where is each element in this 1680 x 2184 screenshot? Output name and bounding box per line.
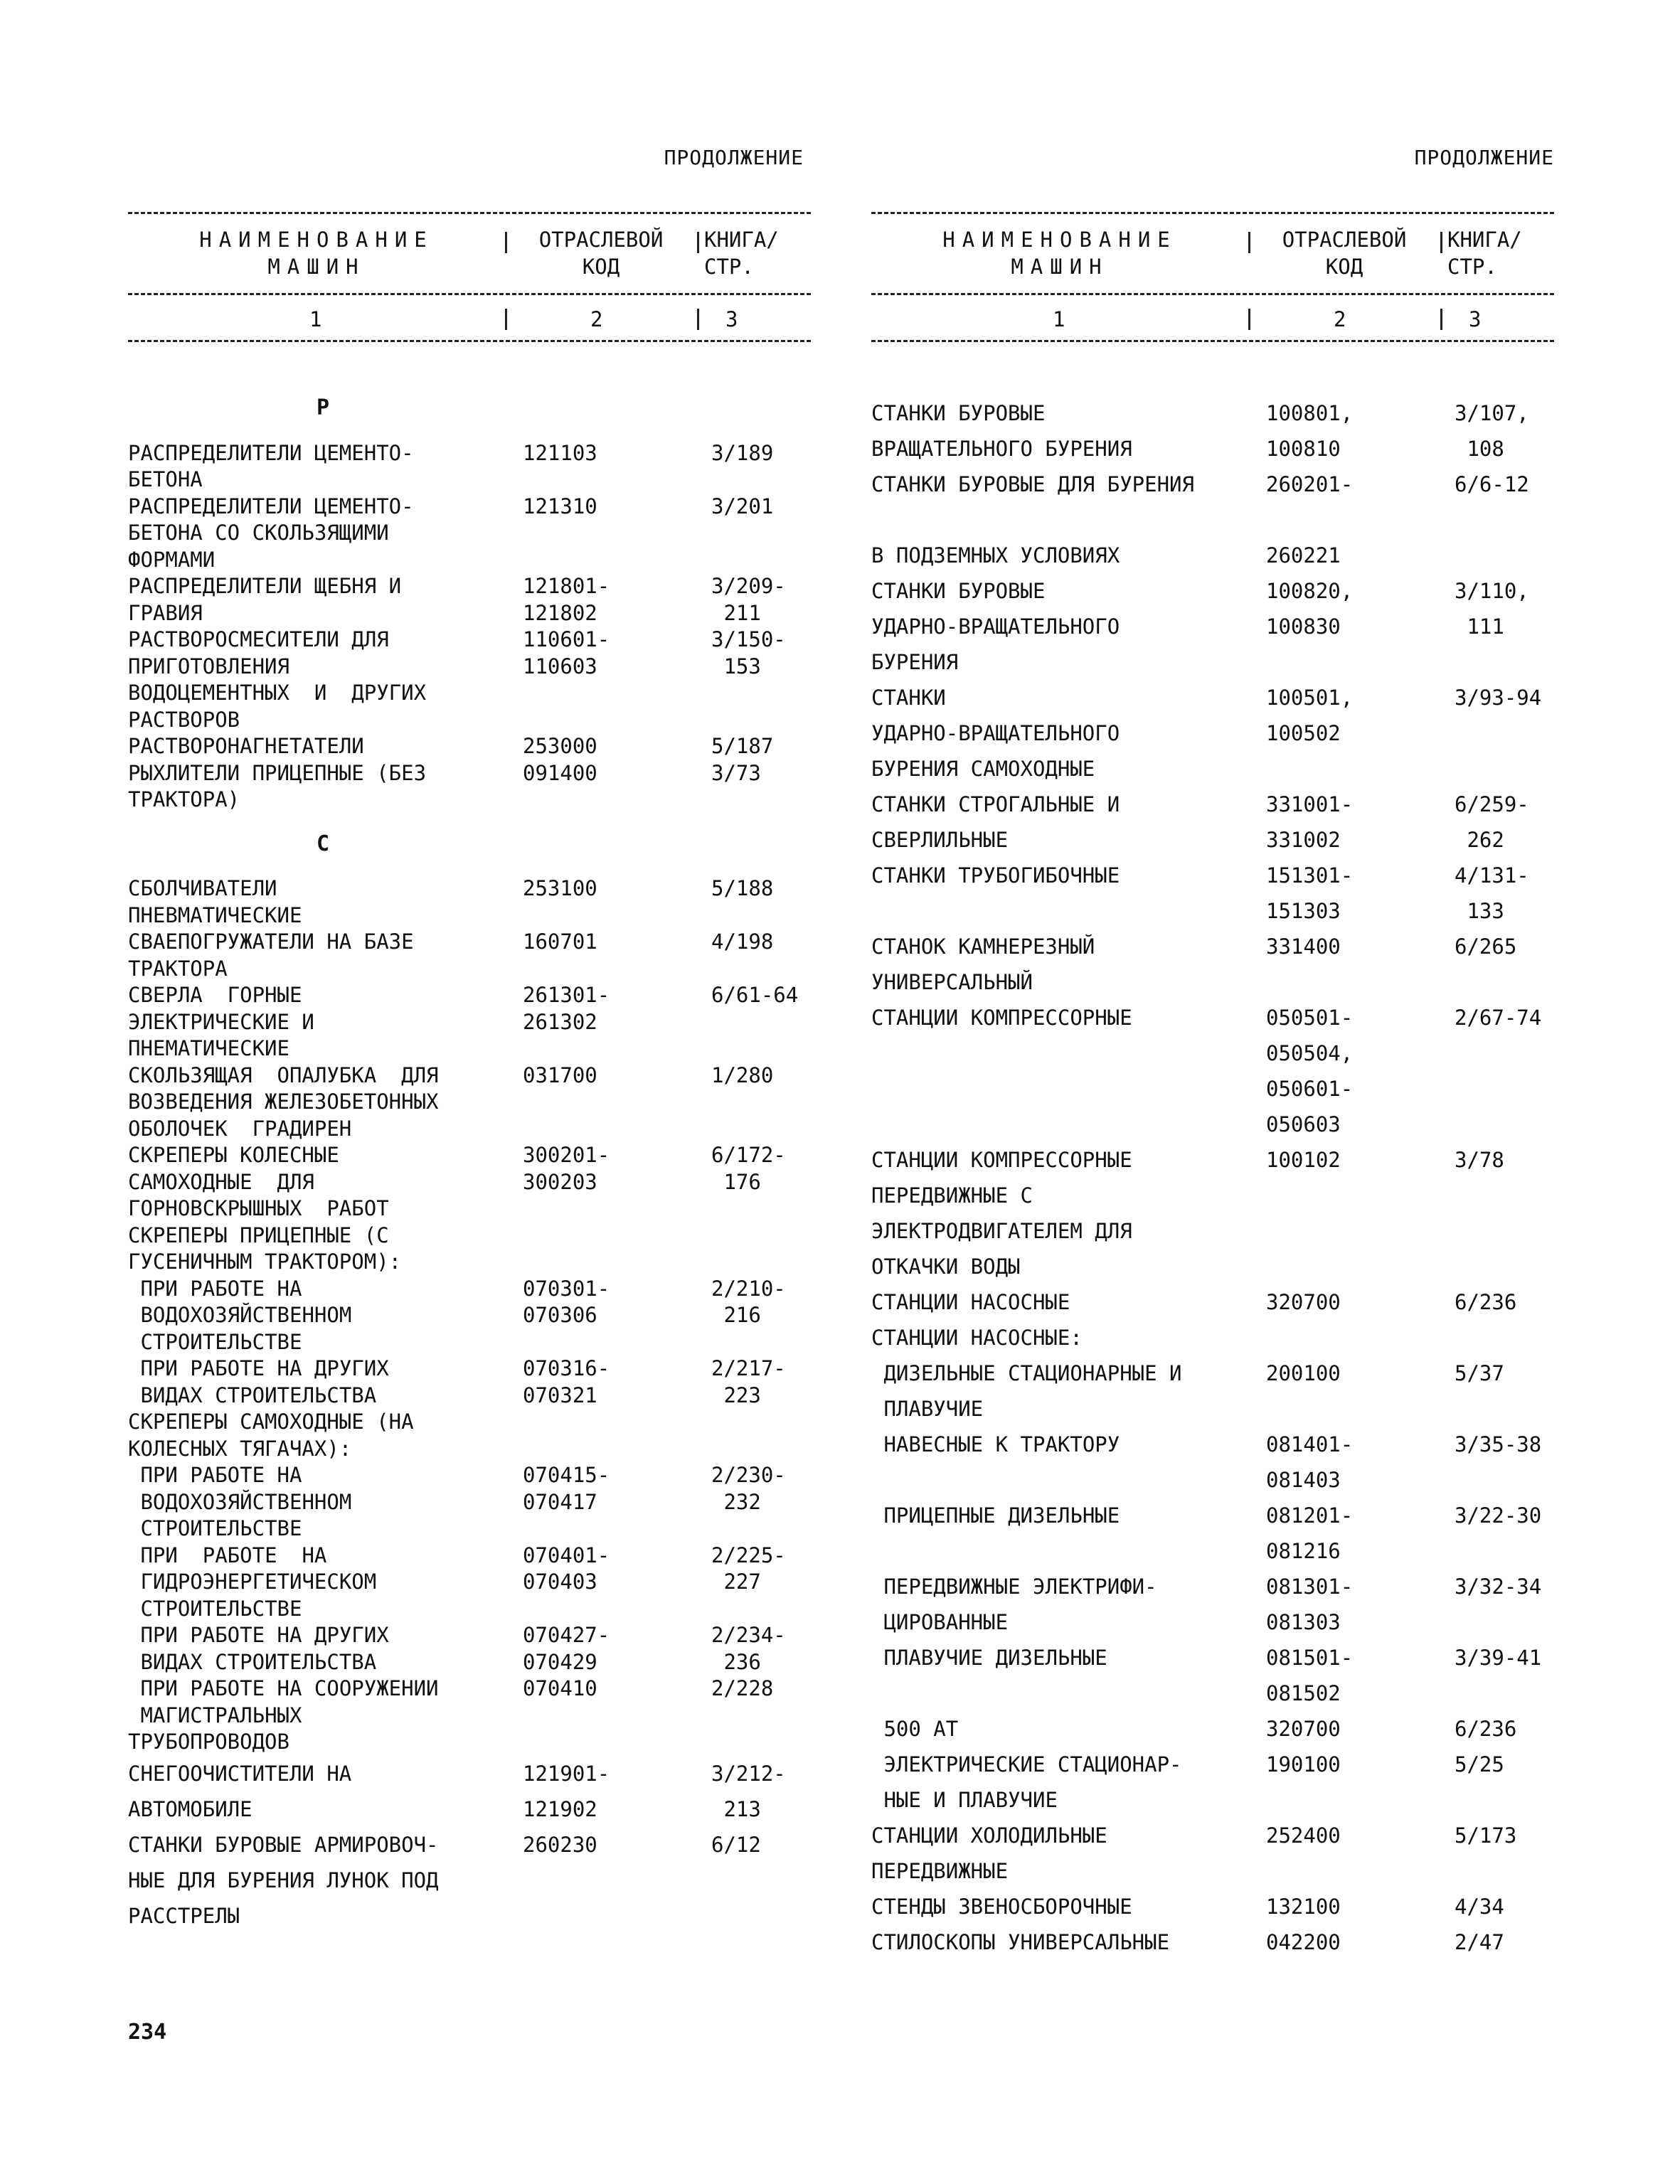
header-book [1440, 226, 1554, 280]
industry-code: 260201- 260221 [1266, 472, 1354, 568]
table-row [871, 1320, 1554, 1355]
table-row [128, 733, 811, 760]
book-page: 6/12 [711, 1832, 761, 1857]
industry-code: 070427- 070429 [523, 1623, 610, 1674]
industry-code: 121103 [523, 440, 597, 465]
machine-name: СКРЕПЕРЫ САМОХОДНЫЕ (НА КОЛЕСНЫХ ТЯГАЧАХ): [128, 1410, 414, 1461]
column-number-1: 1 [1053, 307, 1065, 331]
industry-code: 100801, 100810 [1266, 401, 1354, 461]
table-row [871, 395, 1554, 467]
book-page: 3/150- 153 [711, 627, 786, 678]
book-page: 3/110, 111 [1455, 579, 1529, 639]
machine-name: ЭЛЕКТРИЧЕСКИЕ СТАЦИОНАР- НЫЕ И ПЛАВУЧИЕ [883, 1752, 1182, 1812]
industry-code: 121801- 121802 [523, 574, 610, 625]
book-page: 3/35-38 [1455, 1432, 1542, 1456]
industry-code: 121310 [523, 494, 597, 518]
table-row [871, 1427, 1554, 1498]
table-top-rule [128, 212, 811, 214]
header-book-line2: СТР. [704, 255, 754, 279]
book-page: 2/230- 232 [711, 1463, 786, 1514]
machine-name: СТАНКИ БУРОВЫЕ ДЛЯ БУРЕНИЯ В ПОДЗЕМНЫХ УСЛОВИЯХ [871, 472, 1194, 568]
industry-code: 100501, 100502 [1266, 686, 1354, 745]
machine-name: СТАНКИ БУРОВЫЕ УДАРНО-ВРАЩАТЕЛЬНОГО БУРЕНИЯ [871, 579, 1120, 674]
table-row [128, 1276, 811, 1356]
machine-name: ПЛАВУЧИЕ ДИЗЕЛЬНЫЕ [871, 1646, 1107, 1670]
table-row [128, 440, 811, 494]
machine-name: СКРЕПЕРЫ ПРИЦЕПНЫЕ (С ГУСЕНИЧНЫМ ТРАКТОРОМ): [128, 1222, 402, 1274]
table-row [128, 1462, 811, 1543]
machine-name: РАСТВОРОСМЕСИТЕЛИ ДЛЯ ПРИГОТОВЛЕНИЯ ВОДОЦЕМЕНТНЫХ И ДРУГИХ РАСТВОРОВ [128, 627, 427, 732]
book-page: 2/210- 216 [711, 1276, 786, 1327]
book-page: 3/189 [711, 440, 774, 465]
industry-code: 200100 [1266, 1361, 1341, 1385]
book-page: 3/212- 213 [711, 1761, 786, 1821]
machine-name: СНЕГООЧИСТИТЕЛИ НА АВТОМОБИЛЕ [128, 1761, 352, 1821]
table-row [871, 467, 1554, 573]
machine-name: СТАНКИ УДАРНО-ВРАЩАТЕЛЬНОГО БУРЕНИЯ САМОХОДНЫЕ [871, 686, 1120, 781]
industry-code: 261301- 261302 [523, 983, 610, 1034]
machine-name: СТАНОК КАМНЕРЕЗНЫЙ УНИВЕРСАЛЬНЫЙ [871, 934, 1095, 994]
industry-code: 190100 [1266, 1752, 1341, 1777]
numbers-rule [128, 340, 811, 342]
industry-code: 070316- 070321 [523, 1356, 610, 1407]
table-row [128, 1756, 811, 1827]
industry-code: 132100 [1266, 1895, 1341, 1919]
machine-name: СТАНЦИИ КОМПРЕССОРНЫЕ [871, 1006, 1132, 1030]
continued-label: ПРОДОЛЖЕНИЕ [1414, 146, 1554, 169]
industry-code: 300201- 300203 [523, 1143, 610, 1194]
table-row [871, 1355, 1554, 1427]
machine-name: РАСПРЕДЕЛИТЕЛИ ЦЕМЕНТО- БЕТОНА [128, 440, 414, 491]
table-row [128, 1062, 811, 1143]
machine-name: ПРИ РАБОТЕ НА СООРУЖЕНИИ МАГИСТРАЛЬНЫХ ТРУБОПРОВОДОВ [128, 1676, 439, 1754]
table-row [871, 1284, 1554, 1320]
header-book-line1: КНИГА/ [1447, 228, 1522, 252]
book-page: 5/25 [1455, 1752, 1504, 1777]
machine-name: РАСПРЕДЕЛИТЕЛИ ЦЕМЕНТО- БЕТОНА СО СКОЛЬЗЯЩИМИ ФОРМАМИ [128, 494, 414, 572]
book-page: 2/217- 223 [711, 1356, 786, 1407]
book-page: 3/107, 108 [1455, 401, 1529, 461]
book-page: 4/198 [711, 929, 774, 954]
number-divider [1248, 309, 1250, 330]
book-page: 6/236 [1455, 1717, 1517, 1741]
book-page: 6/172- 176 [711, 1143, 786, 1194]
book-page: 5/37 [1455, 1361, 1504, 1385]
table-row [128, 1676, 811, 1756]
header-code [505, 226, 697, 280]
header-code-line1: ОТРАСЛЕВОЙ [538, 228, 664, 252]
header-book-line1: КНИГА/ [704, 228, 779, 252]
book-page: 5/187 [711, 734, 774, 758]
column-number-2: 2 [590, 307, 603, 331]
machine-name: СВАЕПОГРУЖАТЕЛИ НА БАЗЕ ТРАКТОРА [128, 929, 414, 981]
section-letter-s: С [317, 831, 330, 856]
industry-code: 081501- 081502 [1266, 1646, 1354, 1705]
table-row [871, 1889, 1554, 1924]
machine-name: НАВЕСНЫЕ К ТРАКТОРУ [871, 1432, 1120, 1456]
book-page: 3/32-34 [1455, 1575, 1542, 1599]
page-number: 234 [128, 2020, 167, 2045]
book-page: 3/73 [711, 760, 761, 785]
table-row [128, 1142, 811, 1222]
table-row [128, 760, 811, 814]
machine-name: ПРИ РАБОТЕ НА ДРУГИХ ВИДАХ СТРОИТЕЛЬСТВА [140, 1356, 389, 1407]
book-page: 2/228 [711, 1676, 774, 1700]
column-number-2: 2 [1334, 307, 1346, 331]
machine-name: ПРИ РАБОТЕ НА ВОДОХОЗЯЙСТВЕННОМ СТРОИТЕЛЬСТВЕ [140, 1463, 352, 1540]
table-row [128, 1355, 811, 1409]
header-rule [871, 293, 1554, 295]
machine-name: РЫХЛИТЕЛИ ПРИЦЕПНЫЕ (БЕЗ ТРАКТОРА) [128, 760, 427, 811]
industry-code: 110601- 110603 [523, 627, 610, 678]
machine-name: СТАНЦИИ КОМПРЕССОРНЫЕ ПЕРЕДВИЖНЫЕ С ЭЛЕКТРОДВИГАТЕЛЕМ ДЛЯ ОТКАЧКИ ВОДЫ [871, 1148, 1132, 1279]
machine-name: ПРИ РАБОТЕ НА ДРУГИХ ВИДАХ СТРОИТЕЛЬСТВА [140, 1623, 389, 1674]
industry-code: 151301- 151303 [1266, 863, 1354, 923]
number-divider [1440, 309, 1442, 330]
industry-code: 081301- 081303 [1266, 1575, 1354, 1634]
book-page: 6/236 [1455, 1290, 1517, 1314]
table-row [871, 1569, 1554, 1640]
industry-code: 320700 [1266, 1290, 1341, 1314]
industry-code [523, 1409, 711, 1462]
machine-name: СТАНКИ БУРОВЫЕ ВРАЩАТЕЛЬНОГО БУРЕНИЯ [871, 401, 1132, 461]
table-row [128, 1543, 811, 1623]
header-rule [128, 293, 811, 295]
industry-code: 081401- 081403 [1266, 1432, 1354, 1492]
table-row [871, 1498, 1554, 1569]
book-page: 4/131- 133 [1455, 863, 1529, 923]
column-number-3: 3 [725, 307, 738, 331]
right-entries [871, 395, 1554, 1960]
industry-code: 100820, 100830 [1266, 579, 1354, 639]
table-row [871, 929, 1554, 1000]
industry-code: 081201- 081216 [1266, 1503, 1354, 1563]
numbers-rule [871, 340, 1554, 342]
machine-name: СТАНКИ СТРОГАЛЬНЫЕ И СВЕРЛИЛЬНЫЕ [871, 792, 1120, 852]
book-page: 3/22-30 [1455, 1503, 1542, 1528]
machine-name: ДИЗЕЛЬНЫЕ СТАЦИОНАРНЫЕ И ПЛАВУЧИЕ [883, 1361, 1182, 1421]
column-number-1: 1 [309, 307, 322, 331]
machine-name: СКРЕПЕРЫ КОЛЕСНЫЕ САМОХОДНЫЕ ДЛЯ ГОРНОВСКРЫШНЫХ РАБОТ [128, 1143, 389, 1220]
machine-name: ПРИ РАБОТЕ НА ВОДОХОЗЯЙСТВЕННОМ СТРОИТЕЛЬСТВЕ [140, 1276, 352, 1354]
book-page: 5/188 [711, 876, 774, 900]
table-row [128, 1409, 811, 1462]
industry-code: 253100 [523, 876, 597, 900]
industry-code: 070415- 070417 [523, 1463, 610, 1514]
industry-code [1266, 1320, 1455, 1355]
machine-name: СТЕНДЫ ЗВЕНОСБОРОЧНЫЕ [871, 1895, 1132, 1919]
book-page: 2/47 [1455, 1930, 1504, 1954]
book-page: 3/201 [711, 494, 774, 518]
machine-name: ПРИ РАБОТЕ НА ГИДРОЭНЕРГЕТИЧЕСКОМ СТРОИТЕЛЬСТВЕ [140, 1543, 377, 1621]
header-code-line2: КОД [1325, 255, 1363, 279]
machine-name: СТАНКИ ТРУБОГИБОЧНЫЕ [871, 863, 1120, 888]
industry-code: 100102 [1266, 1148, 1341, 1172]
table-row [128, 494, 811, 574]
book-page: 3/78 [1455, 1148, 1504, 1172]
machine-name: ПЕРЕДВИЖНЫЕ ЭЛЕКТРИФИ- ЦИРОВАННЫЕ [883, 1575, 1157, 1634]
table-row [128, 627, 811, 733]
header-name [871, 226, 1248, 280]
industry-code: 070410 [523, 1676, 597, 1700]
machine-name: СБОЛЧИВАТЕЛИ ПНЕВМАТИЧЕСКИЕ [128, 876, 302, 927]
machine-name: ПРИЦЕПНЫЕ ДИЗЕЛЬНЫЕ [871, 1503, 1120, 1528]
industry-code: 260230 [523, 1832, 597, 1857]
book-page: 4/34 [1455, 1895, 1504, 1919]
industry-code: 331400 [1266, 934, 1341, 959]
machine-name: СТАНЦИИ НАСОСНЫЕ [871, 1290, 1070, 1314]
header-code-line2: КОД [582, 255, 620, 279]
machine-name: СТИЛОСКОПЫ УНИВЕРСАЛЬНЫЕ [871, 1930, 1170, 1954]
industry-code: 042200 [1266, 1930, 1341, 1954]
table-row [128, 1827, 811, 1934]
table-row [871, 680, 1554, 787]
machine-name: СТАНЦИИ НАСОСНЫЕ: [871, 1326, 1083, 1350]
table-row [128, 1222, 811, 1276]
table-top-rule [871, 212, 1554, 214]
industry-code: 091400 [523, 760, 597, 785]
machine-name: СКОЛЬЗЯЩАЯ ОПАЛУБКА ДЛЯ ВОЗВЕДЕНИЯ ЖЕЛЕЗОБЕТОННЫХ ОБОЛОЧЕК ГРАДИРЕН [128, 1062, 439, 1141]
continued-label: ПРОДОЛЖЕНИЕ [664, 146, 804, 169]
table-row [871, 1000, 1554, 1142]
book-page [1455, 1320, 1554, 1355]
industry-code: 070401- 070403 [523, 1543, 610, 1594]
industry-code: 320700 [1266, 1717, 1341, 1741]
book-page: 6/259- 262 [1455, 792, 1529, 852]
book-page [711, 1409, 811, 1462]
table-header [871, 226, 1554, 283]
number-divider [697, 309, 699, 330]
header-book-line2: СТР. [1447, 255, 1497, 279]
header-name-line1: НАИМЕНОВАНИЕ [942, 228, 1177, 252]
table-row [871, 1818, 1554, 1889]
header-name-line2: МАШИН [1011, 255, 1109, 279]
book-page: 6/6-12 [1455, 472, 1529, 496]
header-book [697, 226, 811, 280]
header-name-line1: НАИМЕНОВАНИЕ [199, 228, 434, 252]
machine-name: РАСПРЕДЕЛИТЕЛИ ЩЕБНЯ И ГРАВИЯ [128, 574, 402, 625]
table-row [871, 1640, 1554, 1711]
header-code-line1: ОТРАСЛЕВОЙ [1282, 228, 1407, 252]
table-row [871, 573, 1554, 680]
table-row [871, 1711, 1554, 1747]
book-page: 5/173 [1455, 1823, 1517, 1848]
book-page: 3/93-94 [1455, 686, 1542, 710]
machine-name: СВЕРЛА ГОРНЫЕ ЭЛЕКТРИЧЕСКИЕ И ПНЕМАТИЧЕСКИЕ [128, 983, 314, 1060]
table-row [128, 1622, 811, 1676]
book-page: 2/225- 227 [711, 1543, 786, 1594]
table-row [871, 858, 1554, 929]
industry-code: 070301- 070306 [523, 1276, 610, 1327]
book-page: 3/209- 211 [711, 574, 786, 625]
industry-code: 253000 [523, 734, 597, 758]
header-name-line2: МАШИН [267, 255, 366, 279]
industry-code: 160701 [523, 929, 597, 954]
industry-code: 121901- 121902 [523, 1761, 610, 1821]
book-page [711, 1222, 811, 1276]
table-header [128, 226, 811, 283]
left-entries [128, 395, 811, 1934]
table-row [128, 929, 811, 982]
book-page: 2/67-74 [1455, 1006, 1542, 1030]
book-page: 6/265 [1455, 934, 1517, 959]
industry-code: 031700 [523, 1062, 597, 1087]
header-name [128, 226, 505, 280]
column-number-3: 3 [1469, 307, 1482, 331]
table-row [128, 573, 811, 627]
book-page: 3/39-41 [1455, 1646, 1542, 1670]
industry-code: 050501- 050504, 050601- 050603 [1266, 1006, 1354, 1136]
number-divider [505, 309, 507, 330]
book-page: 6/61-64 [711, 983, 799, 1007]
section-letter-r: Р [317, 395, 330, 420]
book-page: 1/280 [711, 1062, 774, 1087]
machine-name: 500 АТ [871, 1717, 959, 1741]
machine-name: РАСТВОРОНАГНЕТАТЕЛИ [128, 734, 364, 758]
header-code [1248, 226, 1440, 280]
book-page: 2/234- 236 [711, 1623, 786, 1674]
industry-code: 252400 [1266, 1823, 1341, 1848]
table-row [128, 875, 811, 929]
table-row [871, 1747, 1554, 1818]
industry-code [523, 1222, 711, 1276]
table-row [871, 787, 1554, 858]
table-row [128, 982, 811, 1062]
machine-name: СТАНЦИИ ХОЛОДИЛЬНЫЕ ПЕРЕДВИЖНЫЕ [871, 1823, 1107, 1883]
table-row [871, 1924, 1554, 1960]
industry-code: 331001- 331002 [1266, 792, 1354, 852]
machine-name: СТАНКИ БУРОВЫЕ АРМИРОВОЧ- НЫЕ ДЛЯ БУРЕНИЯ ЛУНОК ПОД РАССТРЕЛЫ [128, 1832, 439, 1928]
table-row [871, 1142, 1554, 1284]
